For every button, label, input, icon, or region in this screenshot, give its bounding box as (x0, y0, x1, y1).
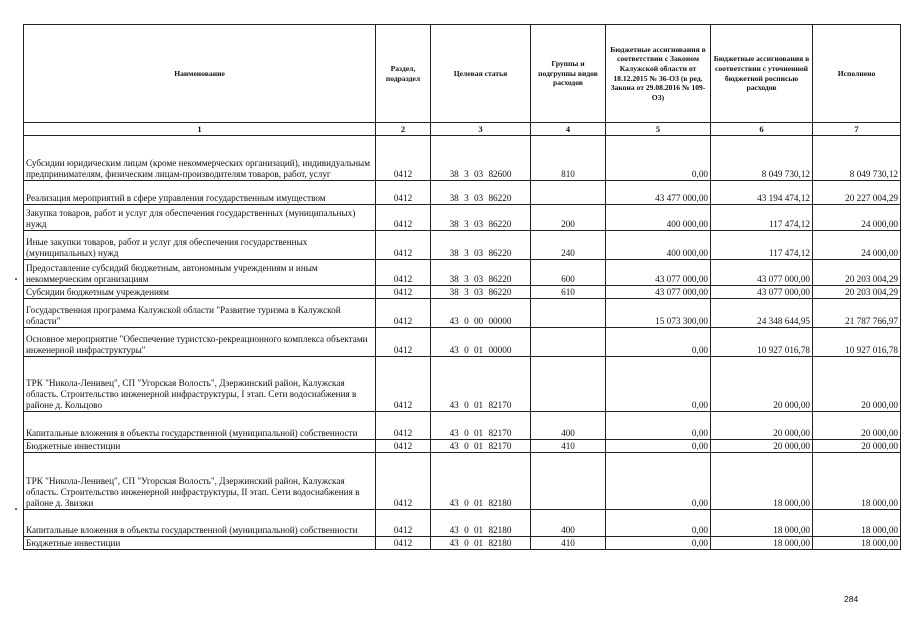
column-number: 3 (431, 123, 531, 136)
header-executed: Исполнено (813, 25, 901, 123)
row-budget-law: 0,00 (606, 453, 711, 510)
row-budget-roster: 10 927 016,78 (711, 328, 813, 357)
row-budget-law: 0,00 (606, 537, 711, 550)
row-name: Субсидии юридическим лицам (кроме некоммерческих организаций), индивидуальным предпринимателям, физическим лицам-производителям товаров, работ, услуг (24, 136, 376, 181)
budget-sheet (23, 24, 901, 550)
table-row (24, 537, 901, 550)
header-row (24, 25, 901, 123)
column-number: 7 (813, 123, 901, 136)
row-section: 0412 (376, 510, 431, 537)
row-executed: 20 000,00 (813, 440, 901, 453)
row-executed: 24 000,00 (813, 205, 901, 231)
row-article: 38 3 03 86220 (431, 181, 531, 205)
row-group (531, 299, 606, 328)
row-article: 43 0 01 82180 (431, 453, 531, 510)
row-article: 43 0 01 82180 (431, 510, 531, 537)
row-article: 43 0 01 00000 (431, 328, 531, 357)
row-section: 0412 (376, 453, 431, 510)
row-article: 43 0 01 82180 (431, 537, 531, 550)
row-name: ТРК "Никола-Ленивец", СП "Угорская Волость", Дзержинский район, Калужская область. Строительство инженерной инфраструктуры, I этап. Сети водоснабжения в районе д. Кольцово (24, 357, 376, 412)
header-name: Наименование (24, 25, 376, 123)
row-budget-roster: 117 474,12 (711, 231, 813, 260)
page-number: 284 (844, 594, 859, 604)
row-executed: 18 000,00 (813, 453, 901, 510)
row-name: Бюджетные инвестиции (24, 440, 376, 453)
row-section: 0412 (376, 440, 431, 453)
row-section: 0412 (376, 181, 431, 205)
row-group (531, 328, 606, 357)
column-number: 2 (376, 123, 431, 136)
row-group: 400 (531, 510, 606, 537)
table-row (24, 286, 901, 299)
row-budget-law: 43 077 000,00 (606, 260, 711, 286)
row-budget-law: 15 073 300,00 (606, 299, 711, 328)
table-row (24, 181, 901, 205)
row-group (531, 357, 606, 412)
table-row (24, 205, 901, 231)
row-budget-roster: 18 000,00 (711, 537, 813, 550)
scan-speck (15, 278, 17, 280)
row-name: Реализация мероприятий в сфере управления государственным имуществом (24, 181, 376, 205)
row-name: Капитальные вложения в объекты государственной (муниципальной) собственности (24, 510, 376, 537)
row-executed: 21 787 766,97 (813, 299, 901, 328)
row-group: 410 (531, 537, 606, 550)
row-budget-roster: 24 348 644,95 (711, 299, 813, 328)
row-section: 0412 (376, 357, 431, 412)
column-number-row (24, 123, 901, 136)
header-article: Целевая статья (431, 25, 531, 123)
row-budget-roster: 117 474,12 (711, 205, 813, 231)
table-row (24, 299, 901, 328)
table-row (24, 412, 901, 440)
row-name: Закупка товаров, работ и услуг для обеспечения государственных (муниципальных) нужд (24, 205, 376, 231)
row-budget-roster: 18 000,00 (711, 453, 813, 510)
row-section: 0412 (376, 260, 431, 286)
column-number: 5 (606, 123, 711, 136)
row-budget-law: 0,00 (606, 440, 711, 453)
row-section: 0412 (376, 231, 431, 260)
column-number: 1 (24, 123, 376, 136)
row-article: 43 0 01 82170 (431, 440, 531, 453)
table-row (24, 260, 901, 286)
row-article: 38 3 03 82600 (431, 136, 531, 181)
row-section: 0412 (376, 412, 431, 440)
row-article: 38 3 03 86220 (431, 231, 531, 260)
row-section: 0412 (376, 537, 431, 550)
budget-execution-table (23, 24, 901, 550)
row-budget-law: 0,00 (606, 136, 711, 181)
table-row (24, 328, 901, 357)
row-budget-law: 400 000,00 (606, 231, 711, 260)
scan-speck (15, 508, 17, 510)
table-row (24, 440, 901, 453)
row-group (531, 453, 606, 510)
header-section: Раздел, подраздел (376, 25, 431, 123)
row-section: 0412 (376, 205, 431, 231)
row-article: 38 3 03 86220 (431, 205, 531, 231)
row-section: 0412 (376, 299, 431, 328)
row-group: 810 (531, 136, 606, 181)
row-article: 43 0 00 00000 (431, 299, 531, 328)
row-section: 0412 (376, 136, 431, 181)
row-executed: 20 203 004,29 (813, 260, 901, 286)
row-group: 610 (531, 286, 606, 299)
row-group: 600 (531, 260, 606, 286)
row-budget-law: 0,00 (606, 510, 711, 537)
row-group: 200 (531, 205, 606, 231)
row-article: 43 0 01 82170 (431, 412, 531, 440)
table-row (24, 453, 901, 510)
row-budget-law: 400 000,00 (606, 205, 711, 231)
row-executed: 8 049 730,12 (813, 136, 901, 181)
row-budget-law: 43 077 000,00 (606, 286, 711, 299)
row-group: 400 (531, 412, 606, 440)
row-executed: 20 203 004,29 (813, 286, 901, 299)
column-number: 6 (711, 123, 813, 136)
row-name: Иные закупки товаров, работ и услуг для обеспечения государственных (муниципальных) нужд (24, 231, 376, 260)
table-row (24, 136, 901, 181)
header-group: Группы и подгруппы видов расходов (531, 25, 606, 123)
row-name: Бюджетные инвестиции (24, 537, 376, 550)
column-number: 4 (531, 123, 606, 136)
row-budget-law: 0,00 (606, 412, 711, 440)
row-group: 240 (531, 231, 606, 260)
table-row (24, 357, 901, 412)
row-group: 410 (531, 440, 606, 453)
row-name: Предоставление субсидий бюджетным, автономным учреждениям и иным некоммерческим организациям (24, 260, 376, 286)
row-budget-roster: 43 194 474,12 (711, 181, 813, 205)
row-name: Капитальные вложения в объекты государственной (муниципальной) собственности (24, 412, 376, 440)
row-section: 0412 (376, 286, 431, 299)
header-budget-law: Бюджетные ассигнования в соответствии с Законом Калужской области от 18.12.2015 № 36-ОЗ (в ред. Закона от 29.08.2016 № 109-ОЗ) (606, 25, 711, 123)
row-executed: 20 227 004,29 (813, 181, 901, 205)
row-budget-law: 0,00 (606, 328, 711, 357)
row-budget-roster: 43 077 000,00 (711, 286, 813, 299)
row-group (531, 181, 606, 205)
row-budget-roster: 8 049 730,12 (711, 136, 813, 181)
header-budget-roster: Бюджетные ассигнования в соответствии с уточненной бюджетной росписью расходов (711, 25, 813, 123)
row-article: 38 3 03 86220 (431, 260, 531, 286)
row-name: Основное мероприятие "Обеспечение туристско-рекреационного комплекса объектами инженерной инфраструктуры" (24, 328, 376, 357)
row-article: 38 3 03 86220 (431, 286, 531, 299)
row-budget-roster: 20 000,00 (711, 440, 813, 453)
row-name: Субсидии бюджетным учреждениям (24, 286, 376, 299)
row-article: 43 0 01 82170 (431, 357, 531, 412)
row-executed: 10 927 016,78 (813, 328, 901, 357)
row-name: ТРК "Никола-Ленивец", СП "Угорская Волость", Дзержинский район, Калужская область. Строительство инженерной инфраструктуры, II этап. Сети водоснабжения в районе д. Звизжи (24, 453, 376, 510)
row-executed: 18 000,00 (813, 510, 901, 537)
table-row (24, 510, 901, 537)
row-executed: 20 000,00 (813, 412, 901, 440)
row-budget-law: 0,00 (606, 357, 711, 412)
row-budget-law: 43 477 000,00 (606, 181, 711, 205)
row-executed: 18 000,00 (813, 537, 901, 550)
row-name: Государственная программа Калужской области "Развитие туризма в Калужской области" (24, 299, 376, 328)
row-budget-roster: 20 000,00 (711, 357, 813, 412)
table-row (24, 231, 901, 260)
row-executed: 24 000,00 (813, 231, 901, 260)
row-executed: 20 000,00 (813, 357, 901, 412)
row-budget-roster: 18 000,00 (711, 510, 813, 537)
row-budget-roster: 20 000,00 (711, 412, 813, 440)
row-budget-roster: 43 077 000,00 (711, 260, 813, 286)
row-section: 0412 (376, 328, 431, 357)
